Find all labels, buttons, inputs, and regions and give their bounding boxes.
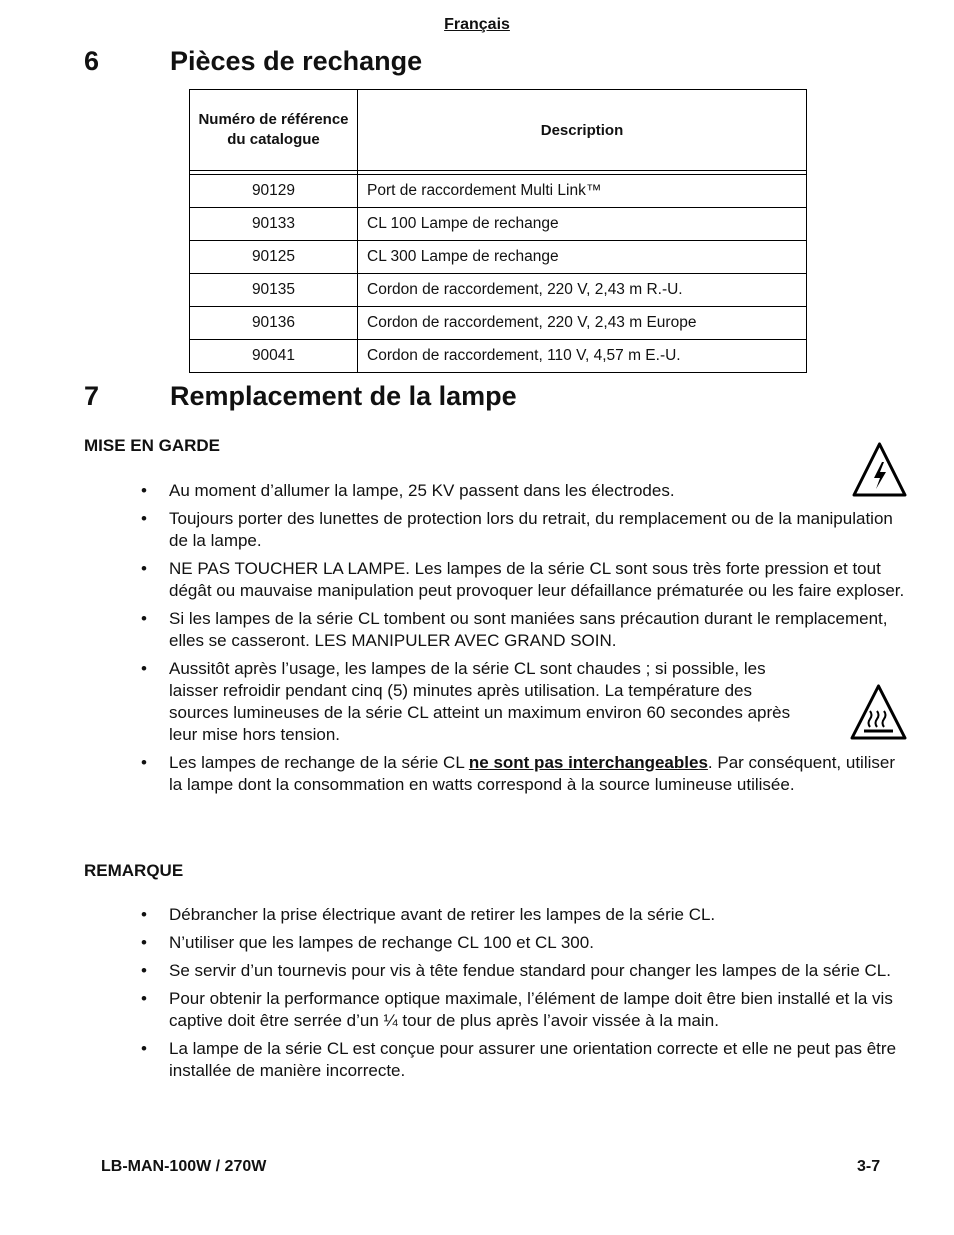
description-cell: CL 300 Lampe de rechange	[358, 241, 807, 274]
list-item: • Toujours porter des lunettes de protection lors du retrait, du remplacement ou de la manipulation de la lampe.	[141, 508, 909, 552]
spare-parts-table	[189, 89, 807, 373]
note-heading: REMARQUE	[84, 861, 184, 880]
list-item: • Se servir d’un tournevis pour vis à tête fendue standard pour changer les lampes de la série CL.	[141, 960, 909, 982]
col-description-header: Description	[358, 90, 807, 171]
list-item: • N’utiliser que les lampes de rechange CL 100 et CL 300.	[141, 932, 909, 954]
list-item: • Débrancher la prise électrique avant de retirer les lampes de la série CL.	[141, 904, 909, 926]
section-7-title: Remplacement de la lampe	[170, 381, 517, 411]
table-row	[190, 175, 807, 208]
table-header-row	[190, 90, 807, 171]
description-cell: Cordon de raccordement, 220 V, 2,43 m R.-U.	[358, 274, 807, 307]
section-7-number: 7	[84, 381, 100, 411]
footer-manual-code: LB-MAN-100W / 270W	[101, 1158, 267, 1175]
emphasized-text: ne sont pas interchangeables	[468, 753, 708, 772]
table-row	[190, 274, 807, 307]
description-cell: Cordon de raccordement, 110 V, 4,57 m E.-U.	[358, 340, 807, 373]
language-header: Français	[444, 16, 510, 33]
warning-list	[141, 480, 909, 802]
note-list	[141, 904, 909, 1088]
catalog-ref-cell: 90125	[190, 241, 358, 274]
col-catalog-ref-header: Numéro de référence du catalogue	[190, 90, 358, 171]
catalog-ref-cell: 90136	[190, 307, 358, 340]
list-item: • Au moment d’allumer la lampe, 25 KV passent dans les électrodes.	[141, 480, 909, 502]
table-row	[190, 340, 807, 373]
list-item: • Si les lampes de la série CL tombent ou sont maniées sans précaution durant le remplacement, elles se casseront. LES MANIPULER AVEC GRAND SOIN.	[141, 608, 909, 652]
catalog-ref-cell: 90129	[190, 175, 358, 208]
list-item: • La lampe de la série CL est conçue pour assurer une orientation correcte et elle ne peut pas être installée de manière incorrecte.	[141, 1038, 909, 1082]
catalog-ref-cell: 90133	[190, 208, 358, 241]
list-item: • Pour obtenir la performance optique maximale, l’élément de lampe doit être bien installé et la vis captive doit être serrée d’un ¼ tour de plus après l’avoir vissée à la main.	[141, 988, 909, 1032]
warning-heading: MISE EN GARDE	[84, 436, 221, 455]
list-item	[141, 752, 909, 796]
description-cell: Cordon de raccordement, 220 V, 2,43 m Europe	[358, 307, 807, 340]
section-7-heading	[84, 381, 517, 412]
description-cell: CL 100 Lampe de rechange	[358, 208, 807, 241]
catalog-ref-cell: 90135	[190, 274, 358, 307]
section-6-title: Pièces de rechange	[170, 46, 423, 76]
hot-surface-warning-icon	[849, 683, 908, 742]
catalog-ref-cell: 90041	[190, 340, 358, 373]
section-6-heading	[84, 46, 422, 77]
bullet-text: Les lampes de rechange de la série CL	[169, 753, 469, 772]
bullet-text: . Par conséquent, utiliser la lampe dont la consommation en watts correspond à la source lumineuse utilisée.	[169, 753, 896, 794]
table-row	[190, 241, 807, 274]
description-cell: Port de raccordement Multi Link™	[358, 175, 807, 208]
section-6-number: 6	[84, 46, 100, 76]
table-row	[190, 307, 807, 340]
list-item: • Aussitôt après l’usage, les lampes de la série CL sont chaudes ; si possible, les laisser refroidir pendant cinq (5) minutes après utilisation. La température des sources lumineuses de la série CL atteint un maximum environ 60 secondes après leur mise hors tension.	[141, 658, 909, 746]
list-item: • NE PAS TOUCHER LA LAMPE. Les lampes de la série CL sont sous très forte pression et tout dégât ou mauvaise manipulation peut provoquer leur défaillance prématurée ou les faire exploser.	[141, 558, 909, 602]
footer-page-number: 3-7	[857, 1158, 881, 1175]
table-row	[190, 208, 807, 241]
